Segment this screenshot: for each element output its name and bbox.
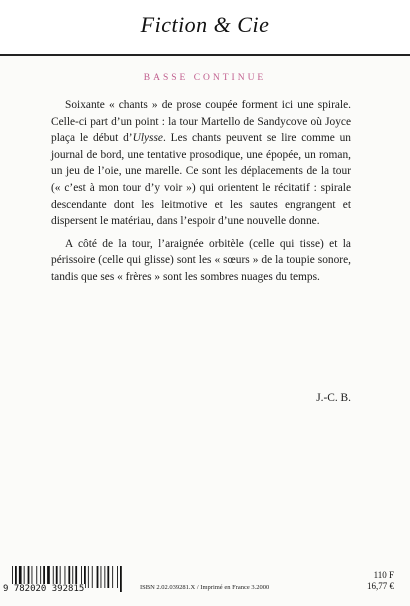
barcode-bar [120,566,122,592]
barcode-bar [104,566,105,588]
price-block [367,570,394,592]
barcode-bar [92,566,93,588]
series-title: Fiction & Cie [140,12,270,37]
blurb [51,97,351,286]
blurb-paragraph-1 [51,97,351,230]
blurb-p1-start: Soixante « chants » de prose coupée forment ici une spirale. Celle-ci part d’un point : la tour Martello de Sandycove où Joyce plaça le début d’ [51,99,351,145]
blurb-p1-end: . Les chants peuvent se lire comme un journal de bord, une tentative prosodique, une épopée, un roman, un jeu de l’oie, une marelle. Ce sont les déplacements de la tour (« c’est à mon tour d’y voir ») qui orientent le récitatif : spirale descendante dont les leitmotive et les sautes engrangent et dispersent le matériau, dans l’espoir d’une nouvelle donne. [51,132,351,228]
barcode-bar [107,566,109,588]
barcode-bar [88,566,89,588]
author-signature: J.-C. B. [316,392,351,404]
barcode-bar [97,566,99,588]
book-title-italic: Ulysse [132,132,163,145]
price-francs: 110 F [373,570,394,580]
barcode-bar [117,566,118,588]
barcode-digits: 9 782020 392815 [3,584,85,594]
header-band [0,0,410,56]
isbn-line: ISBN 2.02.039281.X / Imprimé en France 3.2000 [140,584,270,591]
blurb-paragraph-2: A côté de la tour, l’araignée orbitèle (celle qui tisse) et la périssoire (celle qui glisse) sont les « sœurs » de la toupie sonore, tandis que ses « frères » sont les sombres nuages du temps. [51,237,351,283]
barcode-bar [112,566,113,588]
barcode-bar [101,566,102,588]
price-euros: 16,77 € [367,581,394,591]
collection-name: BASSE CONTINUE [143,73,267,83]
